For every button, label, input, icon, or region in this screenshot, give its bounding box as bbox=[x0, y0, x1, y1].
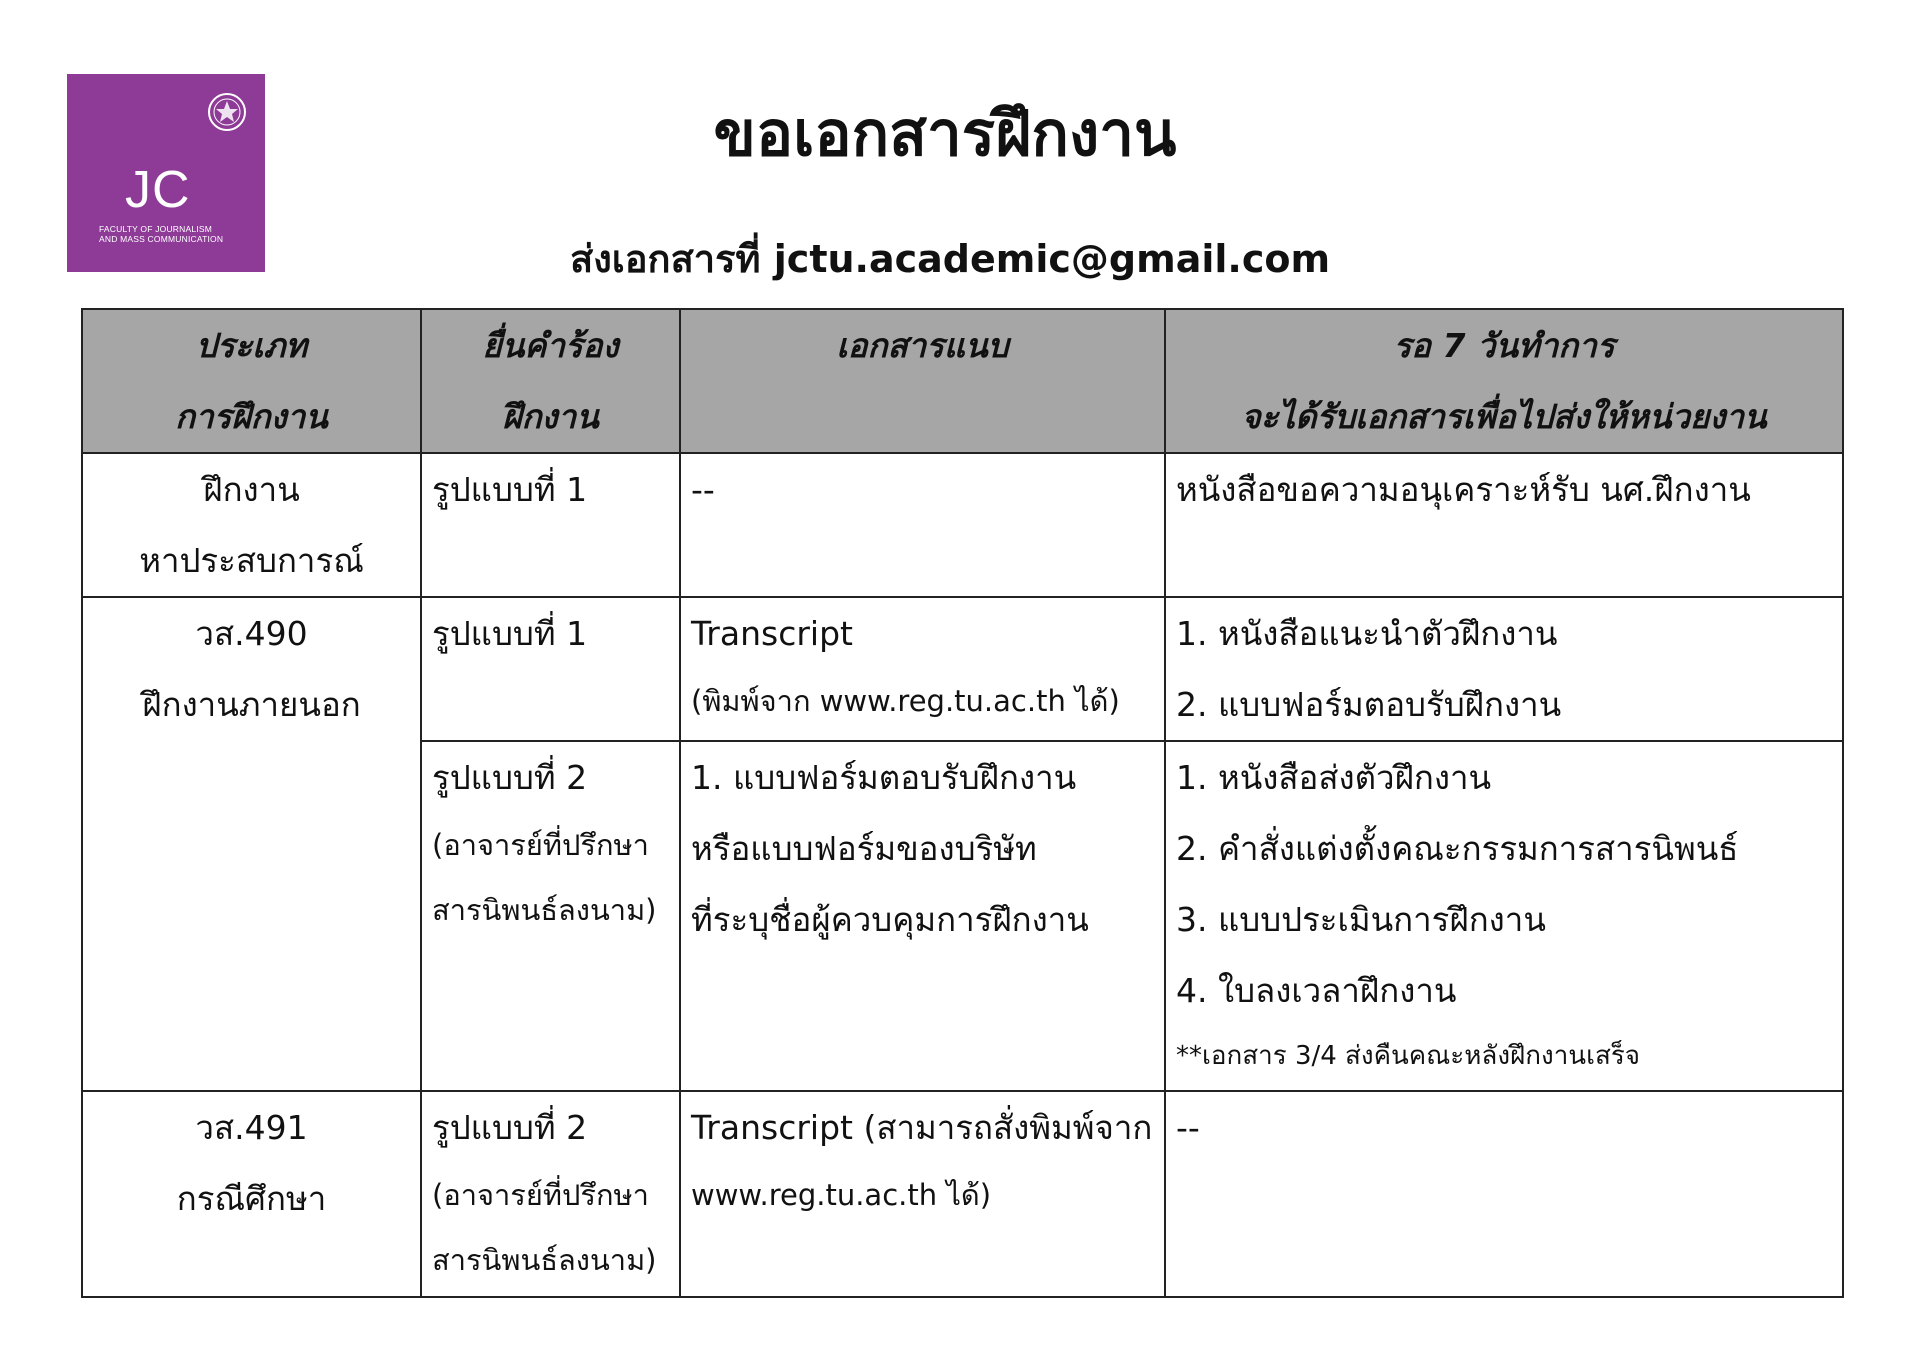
header-type: ประเภท การฝึกงาน bbox=[82, 309, 421, 453]
table-row bbox=[82, 1091, 1843, 1297]
cell-receive: -- bbox=[1165, 1091, 1843, 1297]
cell-form: รูปแบบที่ 2 (อาจารย์ที่ปรึกษา สารนิพนธ์ลงนาม) bbox=[421, 741, 680, 1091]
cell-attachments: Transcript (พิมพ์จาก www.reg.tu.ac.th ได้) bbox=[680, 597, 1165, 741]
logo-mark: JC bbox=[125, 161, 191, 219]
table-header-row bbox=[82, 309, 1843, 453]
cell-attachments: Transcript (สามารถสั่งพิมพ์จาก www.reg.tu.ac.th ได้) bbox=[680, 1091, 1165, 1297]
logo-subtitle: FACULTY OF JOURNALISM AND MASS COMMUNICATION bbox=[99, 224, 224, 244]
cell-type: วส.491 กรณีศึกษา bbox=[82, 1091, 421, 1297]
table-row bbox=[82, 597, 1843, 741]
cell-form: รูปแบบที่ 2 (อาจารย์ที่ปรึกษา สารนิพนธ์ลงนาม) bbox=[421, 1091, 680, 1297]
return-note: **เอกสาร 3/4 ส่งคืนคณะหลังฝึกงานเสร็จ bbox=[1176, 1041, 1641, 1071]
cell-type: ฝึกงาน หาประสบการณ์ bbox=[82, 453, 421, 597]
cell-form: รูปแบบที่ 1 bbox=[421, 597, 680, 741]
header-attachments: เอกสารแนบ bbox=[680, 309, 1165, 453]
cell-receive: 1. หนังสือแนะนำตัวฝึกงาน 2. แบบฟอร์มตอบรับฝึกงาน bbox=[1165, 597, 1843, 741]
cell-attachments: -- bbox=[680, 453, 1165, 597]
table-row bbox=[82, 453, 1843, 597]
cell-attachments: 1. แบบฟอร์มตอบรับฝึกงาน หรือแบบฟอร์มของบริษัท ที่ระบุชื่อผู้ควบคุมการฝึกงาน bbox=[680, 741, 1165, 1091]
document-request-table bbox=[81, 308, 1844, 1298]
cell-receive: 1. หนังสือส่งตัวฝึกงาน 2. คำสั่งแต่งตั้งคณะกรรมการสารนิพนธ์ 3. แบบประเมินการฝึกงาน 4. ใบลงเวลาฝึกงาน **เอกสาร 3/4 ส่งคืนคณะหลังฝึกงานเสร็จ bbox=[1165, 741, 1843, 1091]
email-instruction: ส่งเอกสารที่ jctu.academic@gmail.com bbox=[570, 237, 1331, 281]
cell-type: วส.490 ฝึกงานภายนอก bbox=[82, 597, 421, 1091]
cell-form: รูปแบบที่ 1 bbox=[421, 453, 680, 597]
header-receive: รอ 7 วันทำการ จะได้รับเอกสารเพื่อไปส่งให้หน่วยงาน bbox=[1165, 309, 1843, 453]
header-form: ยื่นคำร้อง ฝึกงาน bbox=[421, 309, 680, 453]
cell-receive: หนังสือขอความอนุเคราะห์รับ นศ.ฝึกงาน bbox=[1165, 453, 1843, 597]
page-title: ขอเอกสารฝึกงาน bbox=[713, 97, 1177, 170]
